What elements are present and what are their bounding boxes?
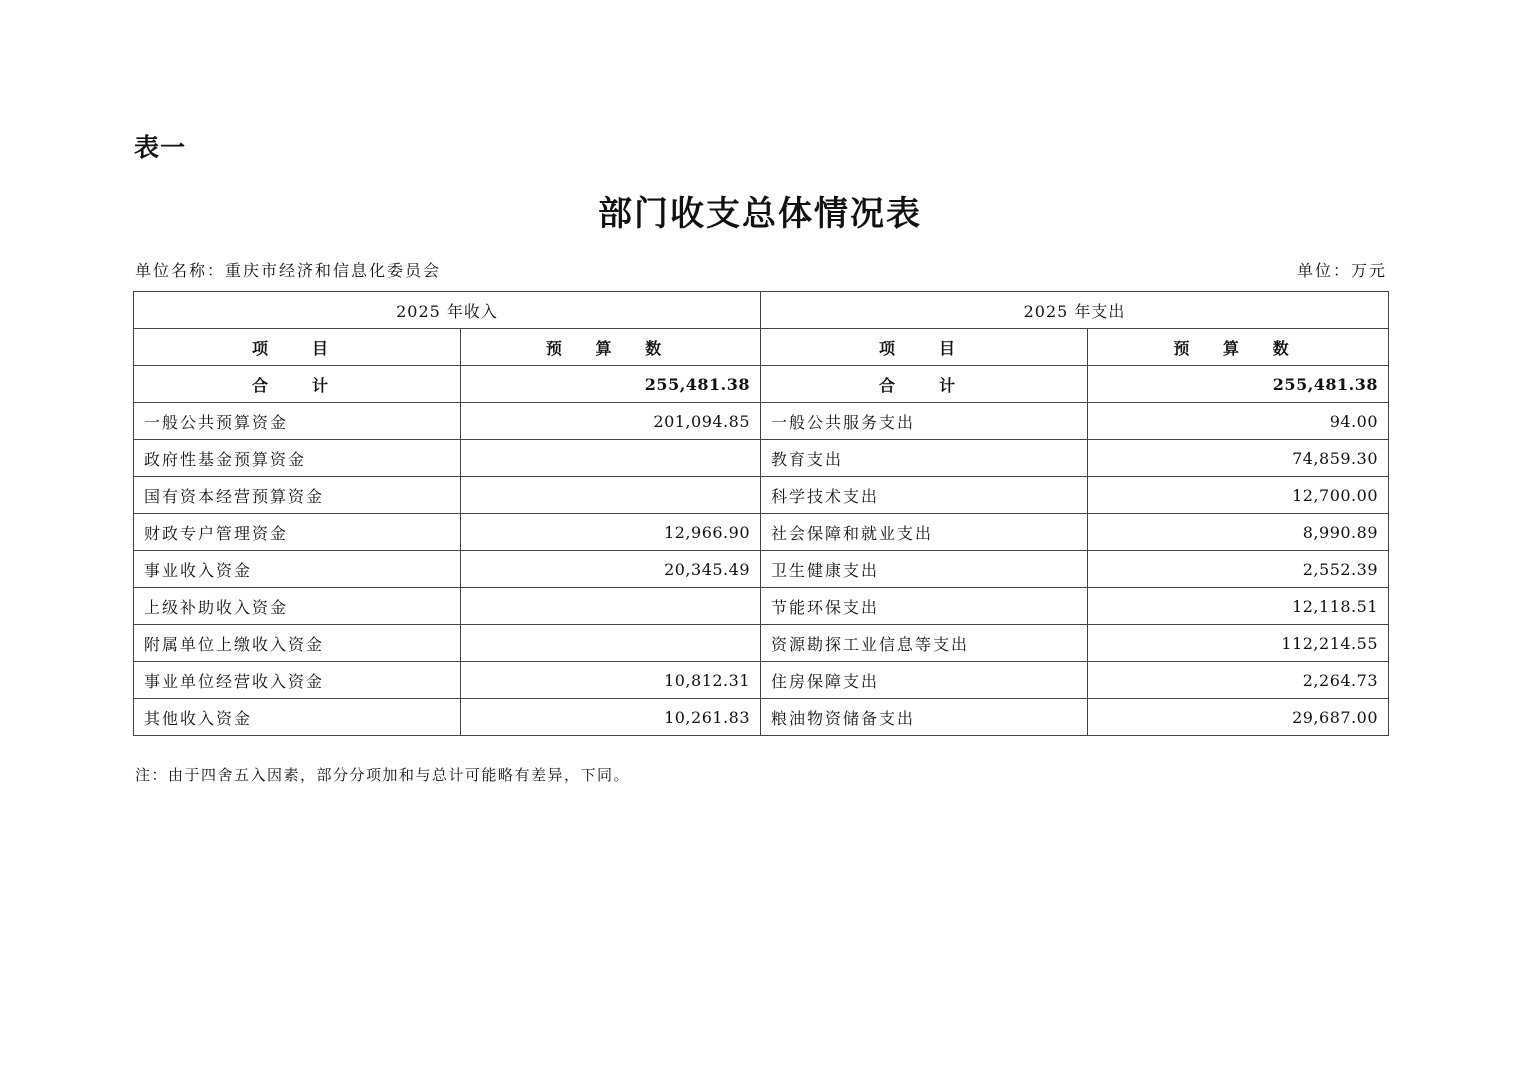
table-row (134, 588, 1389, 625)
expense-amount-cell: 2,264.73 (1088, 662, 1389, 699)
income-item-cell: 上级补助收入资金 (134, 588, 461, 625)
income-item-cell: 附属单位上缴收入资金 (134, 625, 461, 662)
expense-amount-cell: 74,859.30 (1088, 440, 1389, 477)
table-row (134, 514, 1389, 551)
table-row (134, 625, 1389, 662)
income-item-col-header: 项 目 (134, 329, 461, 366)
expense-item-cell: 社会保障和就业支出 (761, 514, 1088, 551)
table-label: 表一 (134, 133, 187, 162)
income-amount-cell (461, 625, 761, 662)
expense-item-cell: 教育支出 (761, 440, 1088, 477)
income-amount-col-header: 预 算 数 (461, 329, 761, 366)
expense-total-value: 255,481.38 (1088, 366, 1389, 403)
expense-item-cell: 卫生健康支出 (761, 551, 1088, 588)
expense-amount-cell: 12,700.00 (1088, 477, 1389, 514)
footnote: 注：由于四舍五入因素，部分分项加和与总计可能略有差异，下同。 (135, 766, 631, 784)
column-header-row (134, 329, 1389, 366)
expense-amount-cell: 94.00 (1088, 403, 1389, 440)
expense-item-cell: 粮油物资储备支出 (761, 699, 1088, 736)
income-item-cell: 其他收入资金 (134, 699, 461, 736)
unit-label: 单位：万元 (1296, 261, 1387, 280)
expense-total-label: 合 计 (761, 366, 1088, 403)
income-amount-cell (461, 440, 761, 477)
income-amount-cell (461, 477, 761, 514)
income-total-label: 合 计 (134, 366, 461, 403)
income-amount-cell: 201,094.85 (461, 403, 761, 440)
expense-item-cell: 住房保障支出 (761, 662, 1088, 699)
expense-amount-cell: 29,687.00 (1088, 699, 1389, 736)
expense-amount-cell: 12,118.51 (1088, 588, 1389, 625)
income-total-value: 255,481.38 (461, 366, 761, 403)
table-row (134, 477, 1389, 514)
table-row (134, 699, 1389, 736)
expense-item-col-header: 项 目 (761, 329, 1088, 366)
org-name: 单位名称：重庆市经济和信息化委员会 (135, 261, 442, 280)
income-amount-cell (461, 588, 761, 625)
table-row (134, 440, 1389, 477)
expense-amount-cell: 8,990.89 (1088, 514, 1389, 551)
income-header: 2025 年收入 (134, 292, 761, 329)
page-title: 部门收支总体情况表 (598, 194, 922, 234)
expense-item-cell: 一般公共服务支出 (761, 403, 1088, 440)
income-item-cell: 一般公共预算资金 (134, 403, 461, 440)
expense-amount-cell: 112,214.55 (1088, 625, 1389, 662)
income-item-cell: 事业单位经营收入资金 (134, 662, 461, 699)
table-row (134, 551, 1389, 588)
expense-item-cell: 资源勘探工业信息等支出 (761, 625, 1088, 662)
income-amount-cell: 12,966.90 (461, 514, 761, 551)
expense-header: 2025 年支出 (761, 292, 1389, 329)
total-row (134, 366, 1389, 403)
income-item-cell: 国有资本经营预算资金 (134, 477, 461, 514)
income-item-cell: 财政专户管理资金 (134, 514, 461, 551)
section-header-row (134, 292, 1389, 329)
income-amount-cell: 20,345.49 (461, 551, 761, 588)
income-amount-cell: 10,261.83 (461, 699, 761, 736)
expense-item-cell: 节能环保支出 (761, 588, 1088, 625)
expense-amount-cell: 2,552.39 (1088, 551, 1389, 588)
table-row (134, 403, 1389, 440)
income-item-cell: 事业收入资金 (134, 551, 461, 588)
income-amount-cell: 10,812.31 (461, 662, 761, 699)
table-row (134, 662, 1389, 699)
meta-row (135, 258, 1387, 282)
expense-amount-col-header: 预 算 数 (1088, 329, 1389, 366)
income-item-cell: 政府性基金预算资金 (134, 440, 461, 477)
expense-item-cell: 科学技术支出 (761, 477, 1088, 514)
budget-table (133, 291, 1389, 736)
